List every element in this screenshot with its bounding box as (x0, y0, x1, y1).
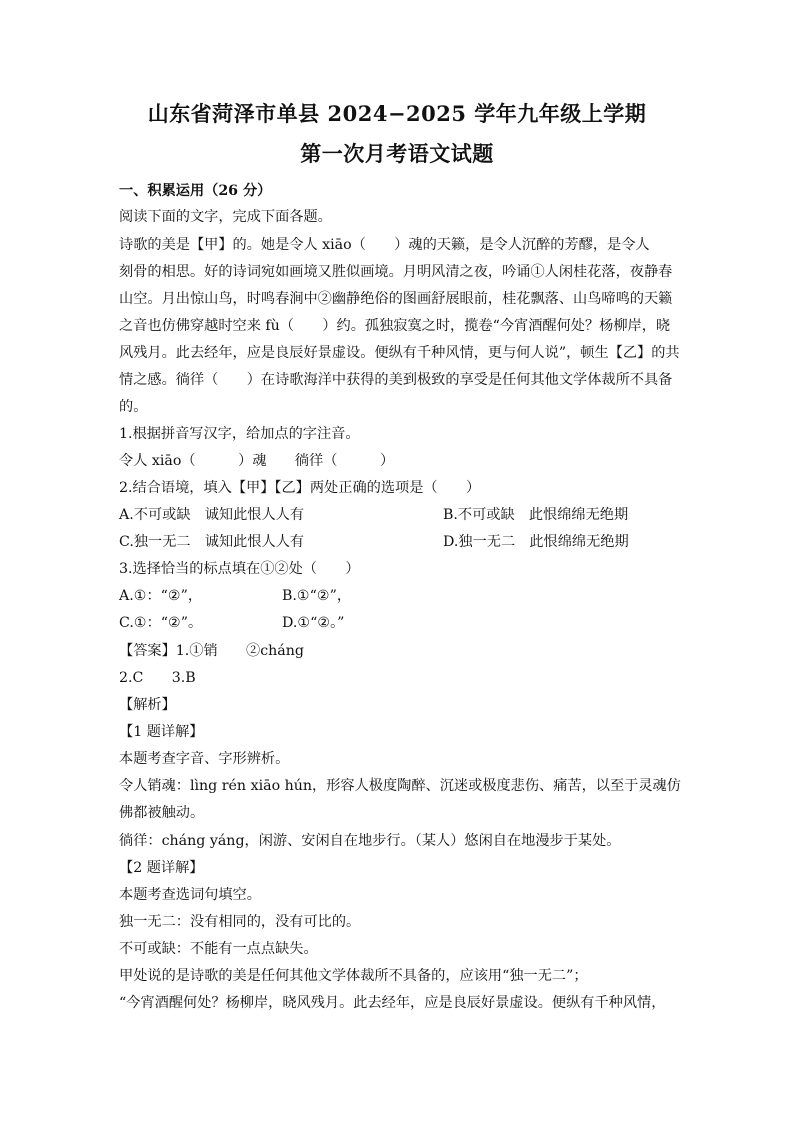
question-3: 3.选择恰当的标点填在①②处（ ） (119, 561, 360, 577)
answer-line: 【答案】1.①销 ②cháng (119, 643, 304, 659)
analysis-line: 令人销魂：lìng rén xiāo hún，形容人极度陶醉、沉迷或极度悲伤、痛苦，以至于灵魂仿 (119, 778, 681, 794)
page-title-line1: 山东省菏泽市单县 2024−2025 学年九年级上学期 (147, 101, 647, 126)
passage-line: 山空。月出惊山鸟，时鸣春涧中②幽静绝俗的图画舒展眼前，桂花飘落、山鸟啼鸣的天籁 (119, 291, 673, 307)
q3-option-a: A.①：“②”， (119, 588, 203, 604)
analysis-line: “今宵酒醒何处？杨柳岸，晓风残月。此去经年，应是良辰好景虚设。便纵有千种风情， (119, 995, 666, 1011)
analysis-heading: 【解析】 (119, 697, 176, 713)
passage-line: 的。 (119, 399, 148, 415)
analysis-line: 独一无二：没有相同的，没有可比的。 (119, 914, 361, 930)
q3-option-d: D.①“②。” (282, 615, 345, 631)
question-1-blanks: 令人 xiāo（ ）魂 徜徉（ ） (119, 453, 395, 469)
analysis-line: 本题考查字音、字形辨析。 (119, 751, 290, 767)
q2-option-b: B.不可或缺 此恨绵绵无绝期 (443, 507, 629, 523)
question-2: 2.结合语境，填入【甲】【乙】两处正确的选项是（ ） (119, 480, 481, 496)
analysis-line: 本题考查选词句填空。 (119, 887, 261, 903)
analysis-line: 不可或缺：不能有一点点缺失。 (119, 941, 318, 957)
section-heading: 一、积累运用（26 分） (119, 183, 272, 199)
q2-option-a: A.不可或缺 诚知此恨人人有 (119, 507, 305, 523)
q3-option-b: B.①“②”， (282, 588, 352, 604)
analysis-line: 佛都被触动。 (119, 805, 205, 821)
q3-option-c: C.①：“②”。 (119, 615, 203, 631)
question-1: 1.根据拼音写汉字，给加点的字注音。 (119, 426, 360, 442)
passage-line: 风残月。此去经年，应是良辰好景虚设。便纵有千种风情，更与何人说”，顿生【乙】的共 (119, 345, 680, 361)
page-title-line2: 第一次月考语文试题 (300, 141, 494, 166)
detail-heading-1: 【1 题详解】 (119, 724, 204, 740)
detail-heading-2: 【2 题详解】 (119, 860, 204, 876)
passage-line: 之音也仿佛穿越时空来 fù（ ）约。孤独寂寞之时，揽卷“今宵酒醒何处？杨柳岸，晓 (119, 318, 671, 334)
q2-option-d: D.独一无二 此恨绵绵无绝期 (443, 534, 629, 550)
analysis-line: 徜徉：cháng yáng，闲游、安闲自在地步行。（某人）悠闲自在地漫步于某处。 (119, 833, 621, 849)
passage-line: 情之感。徜徉（ ）在诗歌海洋中获得的美到极致的享受是任何其他文学体裁所不具备 (119, 372, 673, 388)
passage-line: 刻骨的相思。好的诗词宛如画境又胜似画境。月明风清之夜，吟诵①人闲桂花落，夜静春 (119, 264, 673, 280)
passage-line: 诗歌的美是【甲】的。她是令人 xiāo（ ）魂的天籁，是令人沉醉的芳醪，是令人 (119, 237, 650, 253)
q2-option-c: C.独一无二 诚知此恨人人有 (119, 534, 305, 550)
answer-line: 2.C 3.B (119, 670, 196, 686)
instruction-line: 阅读下面的文字，完成下面各题。 (119, 209, 332, 225)
analysis-line: 甲处说的是诗歌的美是任何其他文学体裁所不具备的，应该用“独一无二”； (119, 968, 588, 984)
